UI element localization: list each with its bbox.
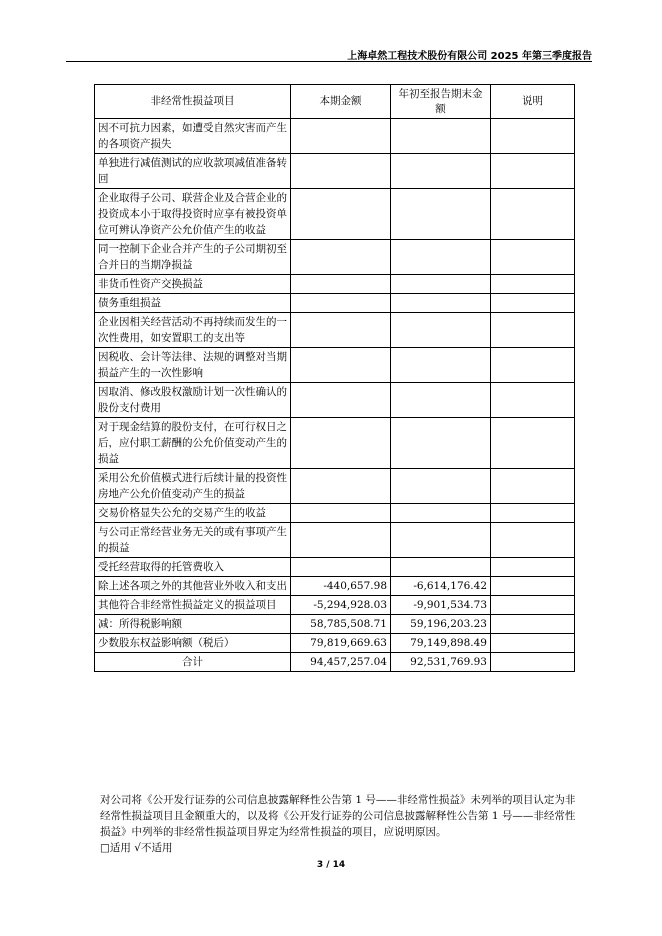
applicability-options: □适用 √不适用	[100, 842, 173, 854]
row-item: 单独进行减值测试的应收款项减值准备转回	[95, 154, 291, 189]
row-item: 企业因相关经营活动不再持续而发生的一次性费用，如安置职工的支出等	[95, 313, 291, 348]
row-ytd	[391, 119, 491, 154]
col-header-item: 非经常性损益项目	[95, 85, 291, 119]
row-note	[491, 523, 575, 558]
row-ytd	[391, 469, 491, 504]
non-recurring-gains-table	[94, 84, 575, 672]
table-row	[95, 313, 575, 348]
table-row	[95, 348, 575, 383]
row-current	[291, 294, 391, 313]
table-row	[95, 383, 575, 418]
row-current	[291, 154, 391, 189]
row-item: 因税收、会计等法律、法规的调整对当期损益产生的一次性影响	[95, 348, 291, 383]
row-current	[291, 418, 391, 469]
row-ytd: -9,901,534.73	[391, 596, 491, 615]
row-current	[291, 189, 391, 240]
row-item: 因不可抗力因素，如遭受自然灾害而产生的各项资产损失	[95, 119, 291, 154]
row-ytd	[391, 348, 491, 383]
row-current: 94,457,257.04	[291, 653, 391, 672]
row-current: 58,785,508.71	[291, 615, 391, 634]
table-row	[95, 275, 575, 294]
row-item: 非货币性资产交换损益	[95, 275, 291, 294]
table-row	[95, 240, 575, 275]
row-item: 对于现金结算的股份支付，在可行权日之后，应付职工薪酬的公允价值变动产生的损益	[95, 418, 291, 469]
row-note	[491, 615, 575, 634]
table-row	[95, 558, 575, 577]
row-note	[491, 558, 575, 577]
row-item: 债务重组损益	[95, 294, 291, 313]
row-note	[491, 240, 575, 275]
row-ytd	[391, 504, 491, 523]
col-header-note: 说明	[491, 85, 575, 119]
row-item: 企业取得子公司、联营企业及合营企业的投资成本小于取得投资时应享有被投资单位可辨认净资产公允价值产生的收益	[95, 189, 291, 240]
row-ytd	[391, 523, 491, 558]
row-ytd	[391, 189, 491, 240]
row-current: 79,819,669.63	[291, 634, 391, 653]
row-note	[491, 119, 575, 154]
row-note	[491, 634, 575, 653]
row-current	[291, 469, 391, 504]
row-note	[491, 294, 575, 313]
row-item: 采用公允价值模式进行后续计量的投资性房地产公允价值变动产生的损益	[95, 469, 291, 504]
row-note	[491, 383, 575, 418]
table-row	[95, 634, 575, 653]
row-current	[291, 240, 391, 275]
row-ytd	[391, 294, 491, 313]
row-ytd	[391, 558, 491, 577]
row-item: 与公司正常经营业务无关的或有事项产生的损益	[95, 523, 291, 558]
page-number: 3 / 14	[316, 860, 346, 870]
row-ytd	[391, 154, 491, 189]
row-item: 少数股东权益影响额（税后）	[95, 634, 291, 653]
row-current	[291, 523, 391, 558]
row-note	[491, 275, 575, 294]
row-note	[491, 154, 575, 189]
row-ytd: 59,196,203.23	[391, 615, 491, 634]
row-note	[491, 348, 575, 383]
row-current	[291, 119, 391, 154]
row-note	[491, 596, 575, 615]
report-header: 上海卓然工程技术股份有限公司 2025 年第三季度报告	[347, 51, 592, 62]
table-row	[95, 119, 575, 154]
row-item: 同一控制下企业合并产生的子公司期初至合并日的当期净损益	[95, 240, 291, 275]
col-header-ytd: 年初至报告期末金额	[391, 85, 491, 119]
table-row	[95, 504, 575, 523]
row-item: 合计	[95, 653, 291, 672]
row-item: 因取消、修改股权激励计划一次性确认的股份支付费用	[95, 383, 291, 418]
row-item: 受托经营取得的托管费收入	[95, 558, 291, 577]
row-current	[291, 504, 391, 523]
table-row	[95, 294, 575, 313]
row-ytd	[391, 275, 491, 294]
table-row	[95, 615, 575, 634]
row-item: 交易价格显失公允的交易产生的收益	[95, 504, 291, 523]
row-item: 除上述各项之外的其他营业外收入和支出	[95, 577, 291, 596]
row-ytd	[391, 240, 491, 275]
row-note	[491, 418, 575, 469]
row-ytd	[391, 313, 491, 348]
row-note	[491, 504, 575, 523]
table-row	[95, 469, 575, 504]
row-ytd: 79,149,898.49	[391, 634, 491, 653]
row-current: -440,657.98	[291, 577, 391, 596]
row-note	[491, 577, 575, 596]
row-item: 减：所得税影响额	[95, 615, 291, 634]
row-ytd: -6,614,176.42	[391, 577, 491, 596]
row-ytd	[391, 418, 491, 469]
row-ytd: 92,531,769.93	[391, 653, 491, 672]
table-row	[95, 596, 575, 615]
row-current: -5,294,928.03	[291, 596, 391, 615]
row-note	[491, 313, 575, 348]
table-row-total	[95, 653, 575, 672]
row-current	[291, 275, 391, 294]
col-header-current: 本期金额	[291, 85, 391, 119]
row-current	[291, 383, 391, 418]
footnote	[100, 792, 580, 856]
table-row	[95, 154, 575, 189]
table-row	[95, 418, 575, 469]
row-current	[291, 348, 391, 383]
footnote-text: 对公司将《公开发行证券的公司信息披露解释性公告第 1 号——非经常性损益》未列举的项目认定为非经常性损益项目且金额重大的，以及将《公开发行证券的公司信息披露解释性公告第 1 号——非经常性损益》中列举的非经常性损益项目界定为经常性损益的项目，应说明原因。	[100, 794, 576, 838]
row-current	[291, 313, 391, 348]
table-row	[95, 577, 575, 596]
row-ytd	[391, 383, 491, 418]
table-row	[95, 523, 575, 558]
row-note	[491, 189, 575, 240]
header-rule	[66, 61, 592, 62]
row-note	[491, 653, 575, 672]
row-item: 其他符合非经常性损益定义的损益项目	[95, 596, 291, 615]
table-header-row	[95, 85, 575, 119]
row-current	[291, 558, 391, 577]
table-row	[95, 189, 575, 240]
row-note	[491, 469, 575, 504]
